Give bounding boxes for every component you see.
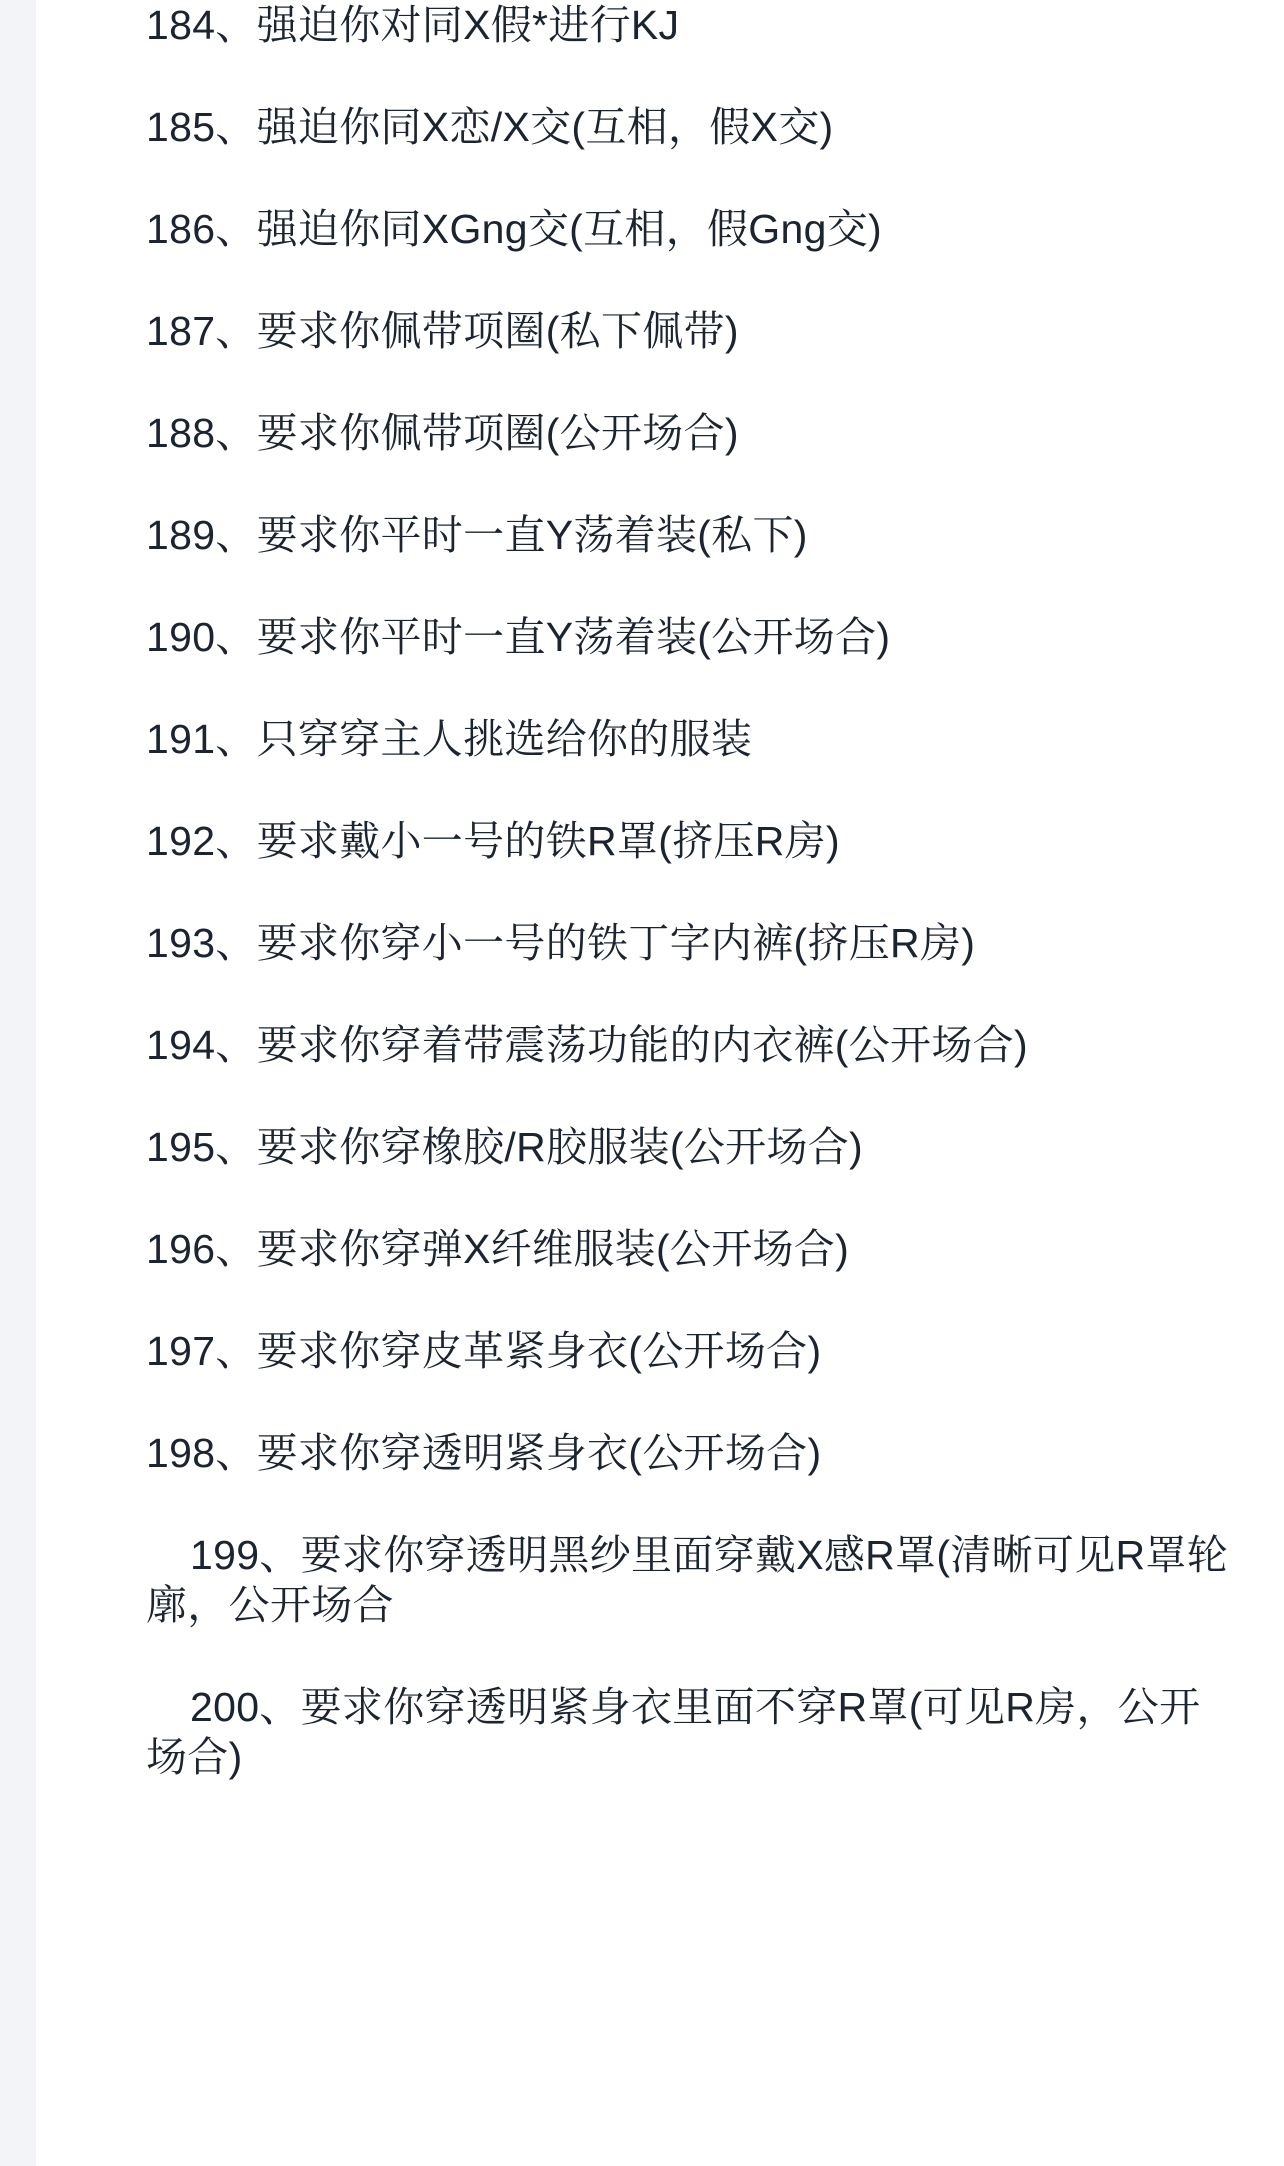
list-item: 199、要求你穿透明黑纱里面穿戴X感R罩(清晰可见R罩轮廓，公开场合	[146, 1532, 1229, 1629]
list-item: 197、要求你穿皮革紧身衣(公开场合)	[146, 1328, 822, 1375]
list-item: 195、要求你穿橡胶/R胶服装(公开场合)	[146, 1124, 864, 1171]
list-item: 200、要求你穿透明紧身衣里面不穿R罩(可见R房，公开场合)	[146, 1684, 1201, 1781]
list-item: 193、要求你穿小一号的铁丁字内裤(挤压R房)	[146, 920, 976, 967]
list-item: 185、强迫你同X恋/X交(互相，假X交)	[146, 104, 834, 151]
list-item: 186、强迫你同XGng交(互相，假Gng交)	[146, 206, 882, 253]
list-item: 191、只穿穿主人挑选给你的服装	[146, 716, 753, 763]
list-item: 196、要求你穿弹X纤维服装(公开场合)	[146, 1226, 850, 1273]
list-item: 194、要求你穿着带震荡功能的内衣裤(公开场合)	[146, 1022, 1028, 1069]
list-item: 190、要求你平时一直Y荡着装(公开场合)	[146, 614, 891, 661]
list-item: 184、强迫你对同X假*进行KJ	[146, 2, 680, 48]
list-item: 192、要求戴小一号的铁R罩(挤压R房)	[146, 818, 840, 865]
document-content	[36, 0, 1284, 1822]
list-item: 198、要求你穿透明紧身衣(公开场合)	[146, 1430, 822, 1477]
list-item: 187、要求你佩带项圈(私下佩带)	[146, 308, 739, 355]
list-item: 189、要求你平时一直Y荡着装(私下)	[146, 512, 808, 559]
list-item: 188、要求你佩带项圈(公开场合)	[146, 410, 739, 457]
left-margin-rail	[0, 0, 36, 2166]
